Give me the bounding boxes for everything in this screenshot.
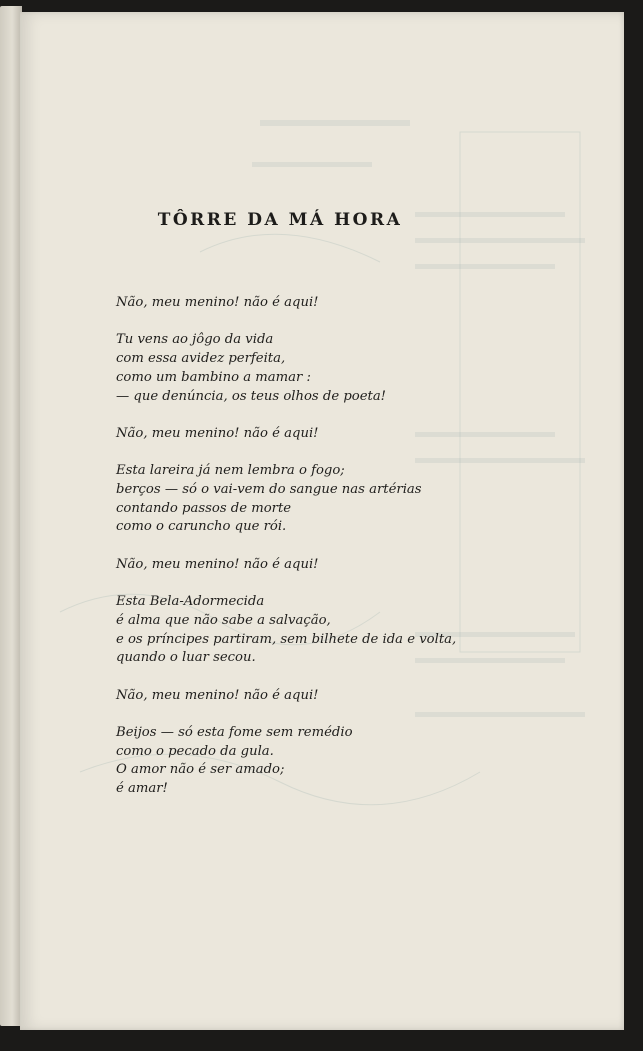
- poem-line: Não, meu menino! não é aqui!: [116, 556, 319, 572]
- poem-line: como o caruncho que rói.: [116, 519, 287, 535]
- faint-reverse-header: [260, 120, 410, 126]
- poem-stanza: [116, 593, 596, 668]
- poem-stanza: [116, 724, 596, 799]
- faint-reverse-line-4: [415, 264, 555, 269]
- poem-line: berços — só o vai-vem do sangue nas artérias: [116, 481, 422, 497]
- poem-line: Não, meu menino! não é aqui!: [116, 425, 319, 441]
- poem-line: Não, meu menino! não é aqui!: [116, 687, 319, 703]
- poem-line: é amar!: [116, 781, 168, 797]
- poem-line: Beijos — só esta fome sem remédio: [116, 725, 353, 741]
- poem-stanza: [116, 331, 596, 406]
- poem-line: Esta Bela-Adormecida: [116, 594, 265, 610]
- poem-line: — que denúncia, os teus olhos de poeta!: [116, 388, 386, 404]
- faint-reverse-line-1: [252, 162, 372, 167]
- poem-refrain: [116, 425, 596, 444]
- poem-line: e os príncipes partiram, sem bilhete de ida e volta,: [116, 631, 457, 647]
- poem-line: com essa avidez perfeita,: [116, 351, 286, 367]
- page-sheet: [20, 12, 624, 1030]
- poem-line: quando o luar secou.: [116, 650, 256, 666]
- poem-line: como o pecado da gula.: [116, 743, 274, 759]
- poem-body: [116, 294, 596, 818]
- poem-line: O amor não é ser amado;: [116, 762, 285, 778]
- faint-reverse-curve-3: [200, 234, 380, 262]
- poem-refrain: [116, 556, 596, 575]
- poem-refrain: [116, 294, 596, 313]
- poem-refrain: [116, 687, 596, 706]
- poem-line: Não, meu menino! não é aqui!: [116, 295, 319, 310]
- left-page-edge: [0, 6, 22, 1026]
- poem-line: é alma que não sabe a salvação,: [116, 612, 331, 628]
- poem-stanza: [116, 462, 596, 537]
- poem-line: como um bambino a mamar :: [116, 369, 311, 385]
- poem-line: contando passos de morte: [116, 500, 292, 516]
- poem-line: Esta lareira já nem lembra o fogo;: [116, 463, 345, 479]
- faint-reverse-line-3: [415, 238, 585, 243]
- poem-title: TÔRRE DA MÁ HORA: [157, 210, 403, 230]
- poem-line: Tu vens ao jôgo da vida: [116, 332, 274, 348]
